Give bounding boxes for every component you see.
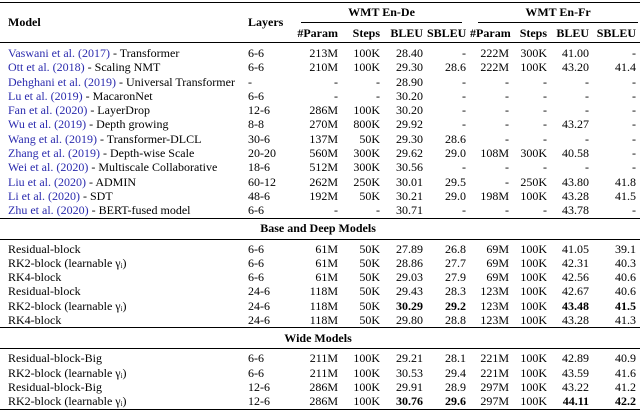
table-row — [0, 299, 640, 313]
ende-bleu-cell: 27.89 — [396, 241, 423, 256]
enfr-steps-cell: 100K — [520, 379, 548, 394]
paper-table-page — [0, 2, 640, 418]
ende-sbleu-cell: 29.0 — [445, 188, 467, 203]
enfr-bleu-cell: 43.80 — [562, 174, 590, 189]
enfr-sbleu-cell: - — [632, 203, 637, 218]
citation-link[interactable]: Zhang et al. (2019) — [8, 146, 100, 161]
ende-param-cell: 262M — [309, 174, 338, 189]
enfr-sbleu-cell: 41.6 — [615, 365, 637, 380]
enfr-bleu-cell: 43.22 — [562, 379, 590, 394]
table-row — [0, 117, 640, 131]
section-title: Base and Deep Models — [0, 218, 640, 239]
ende-param-cell: 61M — [315, 270, 338, 285]
ende-steps-cell: - — [376, 88, 380, 103]
model-cell — [0, 132, 240, 146]
ende-bleu-cell: 29.30 — [396, 131, 423, 146]
enfr-steps-cell: - — [543, 117, 548, 132]
enfr-param-cell: - — [505, 74, 510, 89]
enfr-bleu-cell: 43.78 — [562, 203, 590, 218]
layers-cell: 6-6 — [248, 88, 264, 103]
enfr-sbleu-cell: 41.3 — [615, 313, 637, 328]
table-row — [0, 380, 640, 394]
enfr-steps-cell: 300K — [520, 46, 548, 60]
enfr-sbleu-cell: - — [632, 146, 637, 161]
layers-cell: 6-6 — [248, 60, 264, 75]
citation-link[interactable]: Ott et al. (2018) — [8, 60, 85, 75]
layers-cell: - — [248, 74, 252, 89]
layers-cell: 6-6 — [248, 270, 264, 285]
enfr-param-cell: - — [505, 203, 510, 218]
enfr-param-cell: 297M — [480, 379, 510, 394]
enfr-param-cell: 123M — [480, 313, 510, 328]
citation-link[interactable]: Liu et al. (2020) — [8, 174, 86, 189]
model-label: - BERT-fused model — [88, 203, 191, 218]
col-group-wmt-en-de — [297, 3, 470, 26]
model-label: - Transformer — [109, 46, 180, 60]
enfr-bleu-cell: 43.28 — [562, 313, 590, 328]
header-row-groups — [0, 3, 640, 26]
enfr-param-cell: 222M — [480, 60, 510, 75]
enfr-steps-cell: 100K — [520, 241, 548, 256]
model-label: - Depth growing — [86, 117, 169, 132]
enfr-param-cell: - — [505, 160, 510, 175]
ende-steps-cell: 50K — [359, 313, 380, 328]
wmt-en-fr-label: WMT En-Fr — [478, 5, 638, 22]
model-label: RK4-block — [8, 313, 62, 328]
ende-param-cell: 560M — [309, 146, 338, 161]
ende-sbleu-cell: 28.6 — [445, 60, 467, 75]
model-label: - Transformer-DLCL — [97, 131, 202, 146]
table-row — [0, 75, 640, 89]
ende-param-cell: 270M — [309, 117, 338, 132]
citation-link[interactable]: Vaswani et al. (2017) — [8, 46, 110, 60]
citation-link[interactable]: Wang et al. (2019) — [8, 131, 98, 146]
enfr-steps-cell: 100K — [520, 365, 548, 380]
table-row — [0, 43, 640, 61]
ende-sbleu-cell: 29.2 — [445, 298, 467, 313]
model-label: RK4-block — [8, 270, 62, 285]
col-header-ende-sbleu: SBLEU — [427, 25, 470, 43]
col-group-wmt-en-fr — [470, 3, 640, 26]
model-cell — [0, 103, 240, 117]
model-label: RK2-block (learnable γᵢ) — [8, 298, 127, 313]
enfr-sbleu-cell: 41.4 — [615, 60, 637, 75]
table-row — [0, 160, 640, 174]
enfr-sbleu-cell: 39.1 — [615, 241, 637, 256]
enfr-bleu-cell: - — [585, 131, 590, 146]
enfr-param-cell: 297M — [480, 394, 510, 409]
layers-cell: 6-6 — [248, 203, 264, 218]
model-label: - SDT — [79, 188, 113, 203]
table-row — [0, 175, 640, 189]
table-row — [0, 284, 640, 298]
ende-bleu-cell: 28.86 — [396, 255, 423, 270]
layers-cell: 12-6 — [248, 103, 270, 118]
ende-sbleu-cell: 28.1 — [445, 351, 467, 366]
enfr-sbleu-cell: 40.6 — [615, 284, 637, 299]
ende-bleu-cell: 30.21 — [396, 188, 423, 203]
model-label: RK2-block (learnable γᵢ) — [8, 365, 127, 380]
enfr-steps-cell: 100K — [520, 394, 548, 409]
table-row — [0, 313, 640, 328]
col-header-enfr-sbleu: SBLEU — [593, 25, 640, 43]
ende-steps-cell: 100K — [353, 394, 380, 409]
enfr-param-cell: 198M — [480, 188, 510, 203]
enfr-bleu-cell: 44.11 — [562, 394, 590, 409]
table-row — [0, 89, 640, 103]
enfr-bleu-cell: 43.59 — [562, 365, 590, 380]
ende-sbleu-cell: 28.8 — [445, 313, 467, 328]
col-header-ende-param: #Param — [297, 25, 342, 43]
ende-bleu-cell: 29.03 — [396, 270, 423, 285]
ende-sbleu-cell: 28.3 — [445, 284, 467, 299]
ende-steps-cell: 800K — [353, 117, 380, 132]
model-cell — [0, 203, 240, 218]
ende-steps-cell: 50K — [359, 270, 380, 285]
table-row — [0, 239, 640, 256]
ende-bleu-cell: 29.80 — [396, 313, 423, 328]
enfr-sbleu-cell: 41.8 — [615, 174, 637, 189]
ende-param-cell: 210M — [309, 60, 338, 75]
enfr-param-cell: - — [505, 117, 510, 132]
enfr-bleu-cell: 42.56 — [562, 270, 590, 285]
ende-steps-cell: 50K — [359, 298, 380, 313]
ende-param-cell: 211M — [309, 365, 338, 380]
model-cell — [0, 43, 240, 61]
ende-bleu-cell: 30.71 — [396, 203, 423, 218]
layers-cell: 48-6 — [248, 188, 270, 203]
enfr-param-cell: 221M — [480, 351, 510, 366]
col-header-layers: Layers — [240, 3, 297, 43]
ende-bleu-cell: 30.20 — [396, 88, 423, 103]
ende-steps-cell: - — [376, 203, 380, 218]
citation-link[interactable]: Dehghani et al. (2019) — [8, 74, 116, 89]
layers-cell: 24-6 — [248, 284, 270, 299]
ende-steps-cell: 250K — [353, 174, 380, 189]
enfr-sbleu-cell: 40.9 — [615, 351, 637, 366]
enfr-param-cell: 69M — [486, 255, 510, 270]
ende-param-cell: 286M — [309, 394, 338, 409]
ende-sbleu-cell: 27.9 — [445, 270, 467, 285]
ende-steps-cell: - — [376, 74, 380, 89]
ende-param-cell: 118M — [309, 284, 338, 299]
layers-cell: 20-20 — [248, 146, 276, 161]
table-body — [0, 43, 640, 410]
enfr-param-cell: - — [505, 103, 510, 118]
enfr-bleu-cell: 43.27 — [562, 117, 590, 132]
model-label: Residual-block-Big — [8, 351, 102, 366]
ende-sbleu-cell: 29.5 — [445, 174, 467, 189]
ende-bleu-cell: 29.91 — [396, 379, 423, 394]
model-cell — [0, 175, 240, 189]
model-cell — [0, 117, 240, 131]
model-label: Residual-block — [8, 284, 81, 299]
enfr-steps-cell: 100K — [520, 270, 548, 285]
ende-steps-cell: 100K — [353, 60, 380, 75]
ende-sbleu-cell: - — [462, 203, 467, 218]
citation-link[interactable]: Zhu et al. (2020) — [8, 203, 89, 218]
ende-param-cell: 211M — [309, 351, 338, 366]
ende-steps-cell: 100K — [353, 379, 380, 394]
section-title: Wide Models — [0, 328, 640, 349]
model-cell — [0, 75, 240, 89]
enfr-sbleu-cell: - — [632, 131, 637, 146]
ende-steps-cell: 300K — [353, 160, 380, 175]
model-label: RK2-block (learnable γᵢ) — [8, 255, 127, 270]
ende-bleu-cell: 30.76 — [396, 394, 423, 409]
layers-cell: 6-6 — [248, 365, 264, 380]
enfr-sbleu-cell: 41.5 — [615, 298, 637, 313]
model-cell — [0, 160, 240, 174]
col-header-enfr-steps: Steps — [513, 25, 551, 43]
col-header-model: Model — [0, 3, 240, 43]
enfr-sbleu-cell: 41.5 — [615, 188, 637, 203]
enfr-steps-cell: 100K — [520, 298, 548, 313]
enfr-steps-cell: 100K — [520, 313, 548, 328]
table-row — [0, 132, 640, 146]
ende-bleu-cell: 28.40 — [396, 46, 423, 60]
ende-sbleu-cell: - — [462, 88, 467, 103]
ende-sbleu-cell: 29.6 — [445, 394, 467, 409]
section-title-row — [0, 328, 640, 349]
enfr-param-cell: 123M — [480, 284, 510, 299]
enfr-steps-cell: 100K — [520, 284, 548, 299]
ende-bleu-cell: 30.20 — [396, 103, 423, 118]
ende-sbleu-cell: 28.6 — [445, 131, 467, 146]
enfr-sbleu-cell: 41.2 — [615, 379, 637, 394]
ende-bleu-cell: 30.53 — [396, 365, 423, 380]
ende-bleu-cell: 29.30 — [396, 60, 423, 75]
ende-bleu-cell: 29.92 — [396, 117, 423, 132]
table-row — [0, 349, 640, 366]
ende-bleu-cell: 30.56 — [396, 160, 423, 175]
model-label: - MacaronNet — [82, 88, 153, 103]
layers-cell: 6-6 — [248, 241, 264, 256]
enfr-steps-cell: - — [543, 131, 548, 146]
enfr-sbleu-cell: - — [632, 117, 637, 132]
ende-param-cell: - — [334, 88, 338, 103]
layers-cell: 8-8 — [248, 117, 264, 132]
ende-steps-cell: 300K — [353, 146, 380, 161]
model-label: - ADMIN — [85, 174, 136, 189]
model-label: - Depth-wise Scale — [99, 146, 195, 161]
enfr-steps-cell: 100K — [520, 188, 548, 203]
citation-link[interactable]: Wu et al. (2019) — [8, 117, 87, 132]
model-label: Residual-block — [8, 241, 81, 256]
ende-param-cell: - — [334, 203, 338, 218]
ende-sbleu-cell: 27.7 — [445, 255, 467, 270]
ende-sbleu-cell: - — [462, 46, 467, 60]
enfr-param-cell: - — [505, 174, 510, 189]
ende-sbleu-cell: - — [462, 160, 467, 175]
table-row — [0, 103, 640, 117]
layers-cell: 6-6 — [248, 255, 264, 270]
ende-param-cell: 61M — [315, 241, 338, 256]
model-label: - Multiscale Collaborative — [88, 160, 218, 175]
ende-sbleu-cell: - — [462, 74, 467, 89]
ende-steps-cell: 100K — [353, 365, 380, 380]
enfr-bleu-cell: 41.05 — [562, 241, 590, 256]
ende-param-cell: 118M — [309, 298, 338, 313]
section-title-row — [0, 218, 640, 239]
enfr-param-cell: 222M — [480, 46, 510, 60]
ende-steps-cell: 50K — [359, 241, 380, 256]
ende-bleu-cell: 28.90 — [396, 74, 423, 89]
enfr-sbleu-cell: - — [632, 160, 637, 175]
citation-link[interactable]: Wei et al. (2020) — [8, 160, 89, 175]
ende-bleu-cell: 29.62 — [396, 146, 423, 161]
layers-cell: 24-6 — [248, 313, 270, 328]
enfr-bleu-cell: - — [585, 88, 590, 103]
ende-steps-cell: 50K — [359, 255, 380, 270]
enfr-sbleu-cell: 42.2 — [615, 394, 637, 409]
model-cell — [0, 89, 240, 103]
enfr-bleu-cell: - — [585, 160, 590, 175]
ende-bleu-cell: 29.21 — [396, 351, 423, 366]
table-row — [0, 366, 640, 380]
table-row — [0, 394, 640, 409]
model-label: - Universal Transformer — [115, 74, 235, 89]
ende-param-cell: - — [334, 74, 338, 89]
enfr-steps-cell: - — [543, 203, 548, 218]
ende-sbleu-cell: 29.0 — [445, 146, 467, 161]
table-row — [0, 270, 640, 284]
table-row — [0, 146, 640, 160]
model-cell — [0, 146, 240, 160]
layers-cell: 6-6 — [248, 46, 264, 60]
col-header-ende-steps: Steps — [342, 25, 384, 43]
ende-sbleu-cell: 29.4 — [445, 365, 467, 380]
enfr-bleu-cell: 42.67 — [562, 284, 590, 299]
model-label: - LayerDrop — [87, 103, 150, 118]
enfr-bleu-cell: 43.28 — [562, 188, 590, 203]
table-row — [0, 189, 640, 203]
citation-link[interactable]: Fan et al. (2020) — [8, 103, 88, 118]
enfr-steps-cell: 250K — [520, 174, 548, 189]
enfr-bleu-cell: 42.89 — [562, 351, 590, 366]
table-row — [0, 256, 640, 270]
layers-cell: 12-6 — [248, 394, 270, 409]
ende-bleu-cell: 30.29 — [396, 298, 423, 313]
col-header-enfr-param: #Param — [470, 25, 513, 43]
ende-param-cell: 118M — [309, 313, 338, 328]
ende-sbleu-cell: - — [462, 117, 467, 132]
layers-cell: 30-6 — [248, 131, 270, 146]
layers-cell: 24-6 — [248, 298, 270, 313]
enfr-sbleu-cell: - — [632, 46, 637, 60]
ende-steps-cell: 50K — [359, 188, 380, 203]
ende-param-cell: 286M — [309, 379, 338, 394]
ende-steps-cell: 50K — [359, 284, 380, 299]
ende-param-cell: 137M — [309, 131, 338, 146]
col-header-ende-bleu: BLEU — [384, 25, 427, 43]
enfr-steps-cell: 300K — [520, 146, 548, 161]
enfr-param-cell: 69M — [486, 241, 510, 256]
enfr-param-cell: 108M — [480, 146, 510, 161]
enfr-bleu-cell: 42.31 — [562, 255, 590, 270]
enfr-sbleu-cell: 40.3 — [615, 255, 637, 270]
enfr-sbleu-cell: - — [632, 88, 637, 103]
ende-param-cell: 61M — [315, 255, 338, 270]
model-cell — [0, 60, 240, 74]
enfr-steps-cell: 100K — [520, 351, 548, 366]
enfr-steps-cell: - — [543, 88, 548, 103]
wmt-en-de-label: WMT En-De — [301, 5, 462, 22]
table-row — [0, 203, 640, 218]
model-label: - Scaling NMT — [84, 60, 161, 75]
table-row — [0, 60, 640, 74]
table-header — [0, 3, 640, 43]
enfr-param-cell: - — [505, 131, 510, 146]
ende-steps-cell: 100K — [353, 351, 380, 366]
layers-cell: 18-6 — [248, 160, 270, 175]
model-label: Residual-block-Big — [8, 379, 102, 394]
ende-sbleu-cell: 28.9 — [445, 379, 467, 394]
ende-param-cell: 213M — [309, 46, 338, 60]
model-cell — [0, 189, 240, 203]
ende-bleu-cell: 29.43 — [396, 284, 423, 299]
enfr-param-cell: 221M — [480, 365, 510, 380]
ende-sbleu-cell: - — [462, 103, 467, 118]
enfr-bleu-cell: - — [585, 103, 590, 118]
enfr-steps-cell: - — [543, 74, 548, 89]
enfr-steps-cell: - — [543, 160, 548, 175]
enfr-sbleu-cell: - — [632, 103, 637, 118]
layers-cell: 12-6 — [248, 379, 270, 394]
ende-sbleu-cell: 26.8 — [445, 241, 467, 256]
enfr-bleu-cell: - — [585, 74, 590, 89]
enfr-param-cell: 69M — [486, 270, 510, 285]
enfr-sbleu-cell: - — [632, 74, 637, 89]
ende-param-cell: 192M — [309, 188, 338, 203]
ende-steps-cell: 100K — [353, 103, 380, 118]
ende-steps-cell: 50K — [359, 131, 380, 146]
enfr-bleu-cell: 41.00 — [562, 46, 590, 60]
enfr-param-cell: 123M — [480, 298, 510, 313]
enfr-bleu-cell: 40.58 — [562, 146, 590, 161]
citation-link[interactable]: Lu et al. (2019) — [8, 88, 83, 103]
layers-cell: 6-6 — [248, 351, 264, 366]
ende-param-cell: 286M — [309, 103, 338, 118]
results-table — [0, 2, 640, 410]
enfr-param-cell: - — [505, 88, 510, 103]
enfr-bleu-cell: 43.20 — [562, 60, 590, 75]
enfr-steps-cell: 100K — [520, 255, 548, 270]
col-header-enfr-bleu: BLEU — [551, 25, 593, 43]
layers-cell: 60-12 — [248, 174, 276, 189]
ende-param-cell: 512M — [309, 160, 338, 175]
enfr-bleu-cell: 43.48 — [562, 298, 590, 313]
enfr-steps-cell: 100K — [520, 60, 548, 75]
enfr-steps-cell: - — [543, 103, 548, 118]
ende-bleu-cell: 30.01 — [396, 174, 423, 189]
ende-steps-cell: 100K — [353, 46, 380, 60]
enfr-sbleu-cell: 40.6 — [615, 270, 637, 285]
citation-link[interactable]: Li et al. (2020) — [8, 188, 80, 203]
model-label: RK2-block (learnable γᵢ) — [8, 394, 127, 409]
